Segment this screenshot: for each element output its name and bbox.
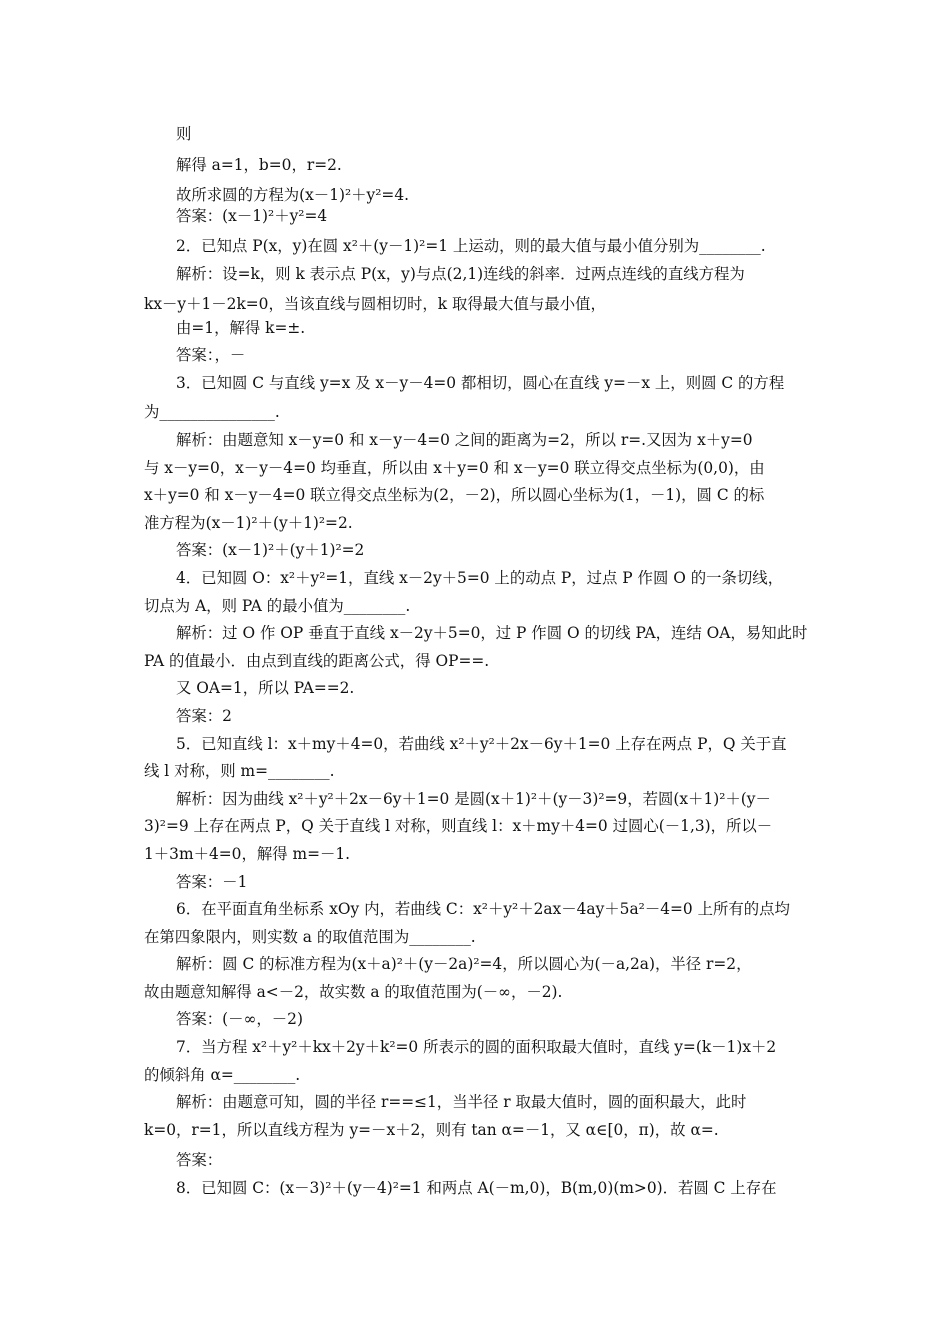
text-line: 解析：由题意可知，圆的半径 r==≤1，当半径 r 取最大值时，圆的面积最大，此时: [176, 1093, 747, 1111]
answer-line: 答案：－1: [176, 873, 248, 891]
text-line: 解析：圆 C 的标准方程为(x＋a)²＋(y－2a)²=4，所以圆心为(－a,2a)，半径 r=2，: [176, 955, 752, 973]
text-line: 又 OA=1，所以 PA==2.: [176, 679, 355, 697]
question-6: 6．在平面直角坐标系 xOy 内，若曲线 C：x²＋y²＋2ax－4ay＋5a²－4=0 上所有的点均: [176, 900, 790, 918]
text-line: 3)²=9 上存在两点 P，Q 关于直线 l 对称，则直线 l：x＋my＋4=0 过圆心(－1,3)，所以－: [144, 817, 773, 835]
question-4: 4．已知圆 O：x²＋y²=1，直线 x－2y＋5=0 上的动点 P，过点 P 作圆 O 的一条切线，: [176, 569, 784, 587]
text-line: 解析：因为曲线 x²＋y²＋2x－6y＋1=0 是圆(x＋1)²＋(y－3)²=9，若圆(x＋1)²＋(y－: [176, 790, 771, 808]
text-line: 在第四象限内，则实数 a 的取值范围为________.: [144, 928, 476, 946]
answer-line: 答案：(x－1)²＋y²=4: [176, 207, 328, 225]
text-line: 则: [176, 125, 192, 143]
text-line: 1＋3m＋4=0，解得 m=－1.: [144, 845, 351, 863]
text-line: 解析：过 O 作 OP 垂直于直线 x－2y＋5=0，过 P 作圆 O 的切线 PA，连结 OA，易知此时: [176, 624, 808, 642]
text-line: 的倾斜角 α=________.: [144, 1066, 301, 1084]
text-line: 为_______________.: [144, 403, 280, 421]
text-line: PA 的值最小．由点到直线的距离公式，得 OP==.: [144, 652, 490, 670]
text-line: 故所求圆的方程为(x－1)²＋y²=4.: [176, 186, 410, 204]
text-line: k=0，r=1，所以直线方程为 y=－x＋2，则有 tan α=－1，又 α∈[0，π)，故 α=.: [144, 1121, 719, 1139]
text-line: 解析：设=k，则 k 表示点 P(x，y)与点(2,1)连线的斜率．过两点连线的直线方程为: [176, 265, 745, 283]
text-line: 准方程为(x－1)²＋(y＋1)²=2.: [144, 514, 353, 532]
text-line: 与 x－y=0，x－y－4=0 均垂直，所以由 x＋y=0 和 x－y=0 联立得交点坐标为(0,0)，由: [144, 459, 765, 477]
text-line: 线 l 对称，则 m=________.: [144, 762, 335, 780]
text-line: kx－y＋1－2k=0，当该直线与圆相切时，k 取得最大值与最小值，: [144, 295, 606, 313]
answer-line: 答案：2: [176, 707, 232, 725]
answer-line: 答案：: [176, 1151, 223, 1169]
answer-line: 答案：(－∞，－2): [176, 1010, 303, 1028]
text-line: 故由题意知解得 a<－2，故实数 a 的取值范围为(－∞，－2).: [144, 983, 563, 1001]
text-line: 切点为 A，则 PA 的最小值为________.: [144, 597, 411, 615]
question-2: 2．已知点 P(x，y)在圆 x²＋(y－1)²=1 上运动，则的最大值与最小值分别为________.: [176, 237, 766, 255]
text-line: 解得 a=1，b=0，r=2.: [176, 156, 342, 174]
question-3: 3．已知圆 C 与直线 y=x 及 x－y－4=0 都相切，圆心在直线 y=－x 上，则圆 C 的方程: [176, 374, 785, 392]
text-line: 由=1，解得 k=±.: [176, 319, 306, 337]
question-7: 7．当方程 x²＋y²＋kx＋2y＋k²=0 所表示的圆的面积取最大值时，直线 y=(k－1)x＋2: [176, 1038, 777, 1056]
text-line: x＋y=0 和 x－y－4=0 联立得交点坐标为(2，－2)，所以圆心坐标为(1，－1)，圆 C 的标: [144, 486, 765, 504]
question-8: 8．已知圆 C：(x－3)²＋(y－4)²=1 和两点 A(－m,0)，B(m,0)(m>0)．若圆 C 上存在: [176, 1179, 777, 1197]
question-5: 5．已知直线 l：x＋my＋4=0，若曲线 x²＋y²＋2x－6y＋1=0 上存在两点 P，Q 关于直: [176, 735, 787, 753]
text-line: 解析：由题意知 x－y=0 和 x－y－4=0 之间的距离为=2，所以 r=.又因为 x＋y=0: [176, 431, 753, 449]
answer-line: 答案：(x－1)²＋(y＋1)²=2: [176, 541, 365, 559]
answer-line: 答案：，－: [176, 346, 246, 364]
